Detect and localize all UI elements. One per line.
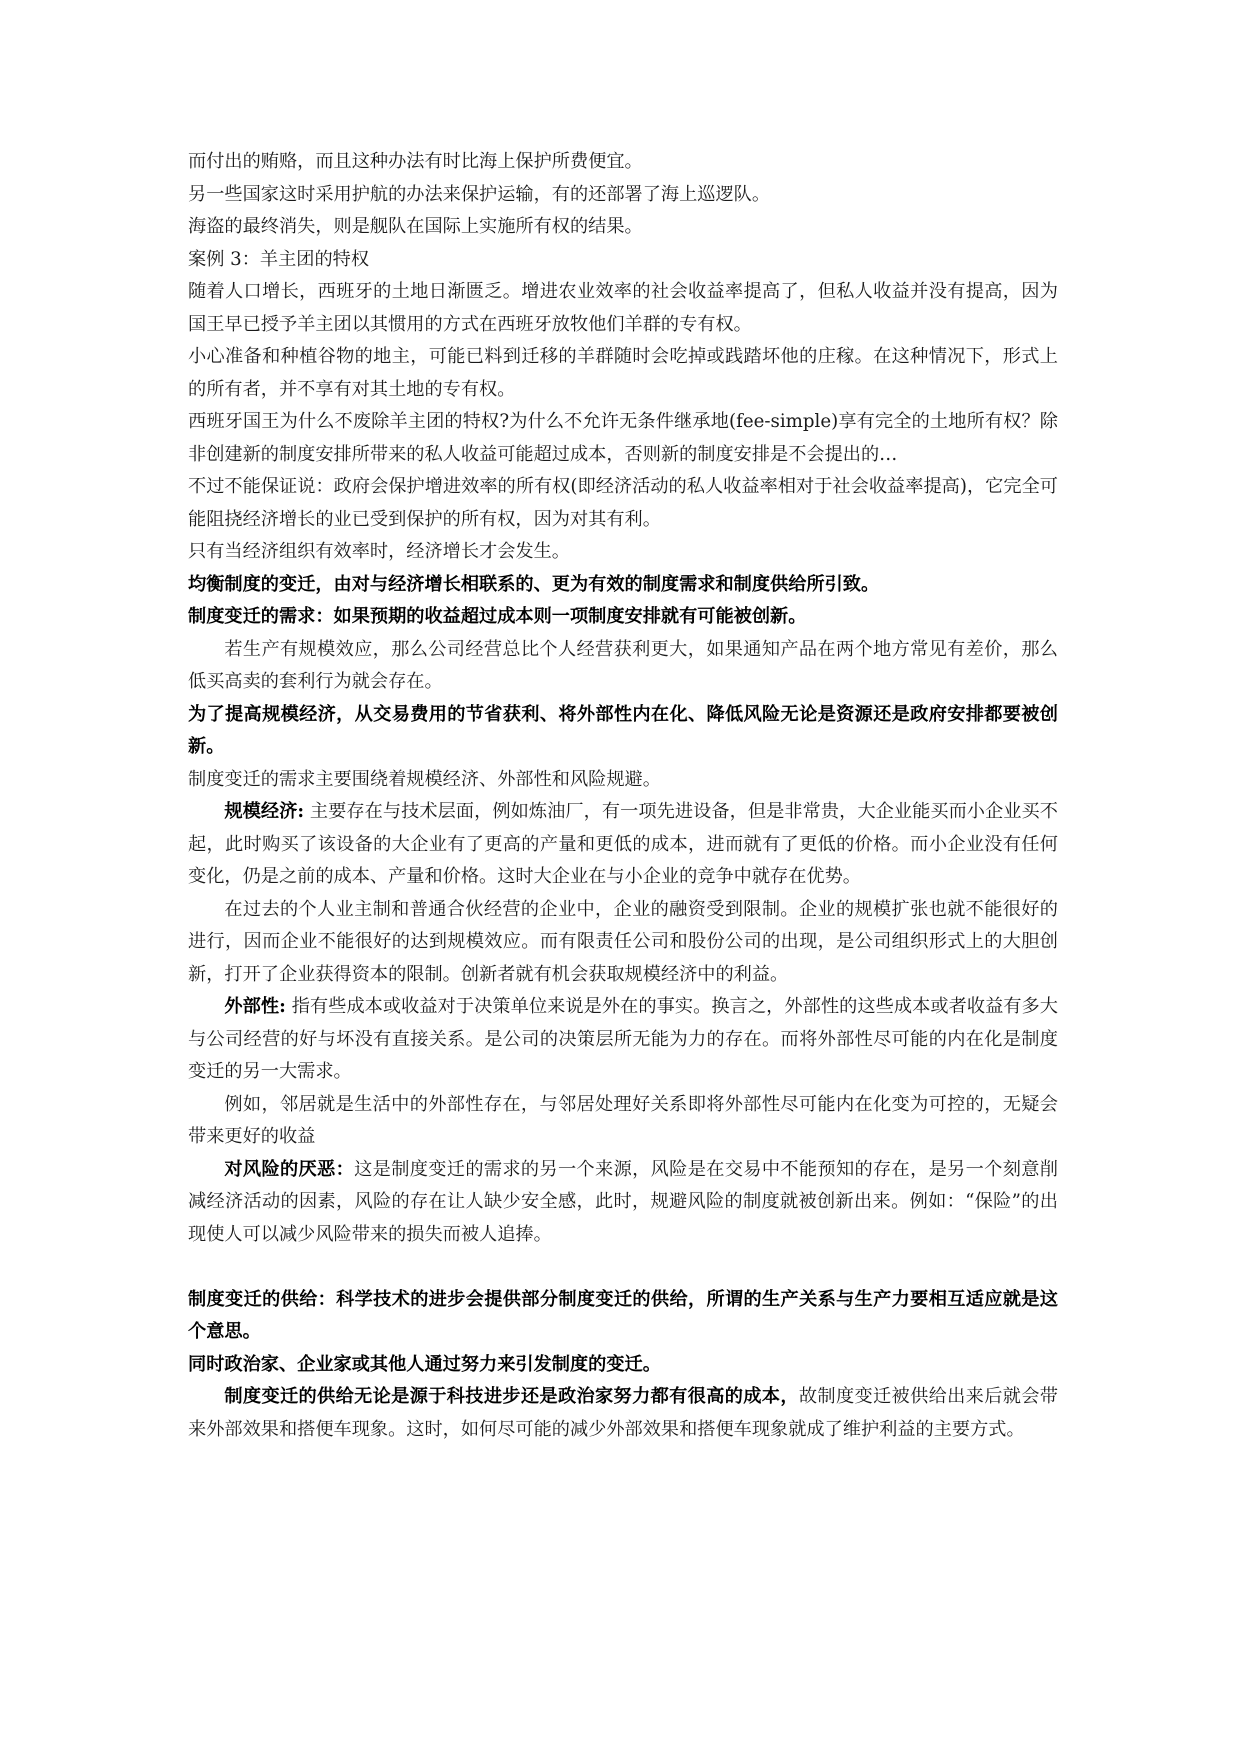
paragraph-politicians: 同时政治家、企业家或其他人通过努力来引发制度的变迁。	[188, 1353, 661, 1375]
paragraph-past-enterprises: 在过去的个人业主制和普通合伙经营的企业中，企业的融资受到限制。企业的规模扩张也就不能很好的进行，因而企业不能很好的达到规模效应。而有限责任公司和股份公司的出现，是公司组织形式上的大胆创新，打开了企业获得资本的限制。创新者就有机会获取规模经济中的利益。	[188, 898, 1058, 985]
paragraph-externality	[188, 991, 1058, 1089]
paragraph-demand-heading: 制度变迁的需求：如果预期的收益超过成本则一项制度安排就有可能被创新。	[188, 606, 807, 627]
term-externality: 外部性:	[224, 996, 286, 1017]
document-page	[188, 146, 1058, 1446]
paragraph-bribe: 而付出的贿赂，而且这种办法有时比海上保护所费便宜。	[188, 151, 643, 172]
paragraph-innovation: 为了提高规模经济，从交易费用的节省获利、将外部性内在化、降低风险无论是资源还是政府安排都要被创新。	[188, 703, 1058, 757]
paragraph-king-question: 西班牙国王为什么不废除羊主团的特权?为什么不允许无条件继承地(fee-simple)享有完全的土地所有权？除非创建新的制度安排所带来的私人收益可能超过成本，否则新的制度安排是不会提出的…	[188, 411, 1058, 465]
body-economies-of-scale: 主要存在与技术层面，例如炼油厂，有一项先进设备，但是非常贵，大企业能买而小企业买不起，此时购买了该设备的大企业有了更高的产量和更低的成本，进而就有了更低的价格。而小企业没有任何变化，仍是之前的成本、产量和价格。这时大企业在与小企业的竞争中就存在优势。	[188, 801, 1058, 887]
paragraph-efficiency: 只有当经济组织有效率时，经济增长才会发生。	[188, 541, 570, 562]
paragraph-supply-heading: 制度变迁的供给：科学技术的进步会提供部分制度变迁的供给，所谓的生产关系与生产力要相互适应就是这个意思。	[188, 1288, 1058, 1342]
paragraph-pirates-end: 海盗的最终消失，则是舰队在国际上实施所有权的结果。	[188, 216, 643, 237]
paragraph-convoy: 另一些国家这时采用护航的办法来保护运输，有的还部署了海上巡逻队。	[188, 183, 771, 205]
paragraph-no-guarantee: 不过不能保证说：政府会保护增进效率的所有权(即经济活动的私人收益率相对于社会收益率提高)，它完全可能阻挠经济增长的业已受到保护的所有权，因为对其有利。	[188, 476, 1058, 530]
body-risk-aversion: 这是制度变迁的需求的另一个来源，风险是在交易中不能预知的存在，是另一个刻意削减经济活动的因素，风险的存在让人缺少安全感，此时，规避风险的制度就被创新出来。例如：“保险”的出现使人可以减少风险带来的损失而被人追捧。	[188, 1158, 1058, 1245]
paragraph-risk-aversion	[188, 1154, 1058, 1252]
paragraph-demand-focus: 制度变迁的需求主要围绕着规模经济、外部性和风险规避。	[188, 768, 661, 790]
blank-line	[188, 1251, 1058, 1284]
paragraph-economies-of-scale	[188, 796, 1058, 894]
paragraph-population: 随着人口增长，西班牙的土地日渐匮乏。增进农业效率的社会收益率提高了，但私人收益并没有提高，因为国王早已授予羊主团以其惯用的方式在西班牙放牧他们羊群的专有权。	[188, 281, 1058, 335]
paragraph-landowner: 小心准备和种植谷物的地主，可能已料到迁移的羊群随时会吃掉或践踏坏他的庄稼。在这种情况下，形式上的所有者，并不享有对其土地的专有权。	[188, 346, 1058, 400]
term-risk-aversion: 对风险的厌恶：	[224, 1158, 355, 1180]
paragraph-equilibrium: 均衡制度的变迁，由对与经济增长相联系的、更为有效的制度需求和制度供给所引致。	[188, 573, 880, 595]
paragraph-scale-effect: 若生产有规模效应，那么公司经营总比个人经营获利更大，如果通知产品在两个地方常见有差价，那么低买高卖的套利行为就会存在。	[188, 638, 1058, 692]
body-externality: 指有些成本或收益对于决策单位来说是外在的事实。换言之，外部性的这些成本或者收益有多大与公司经营的好与坏没有直接关系。是公司的决策层所无能为力的存在。而将外部性尽可能的内在化是制度变迁的另一大需求。	[188, 996, 1058, 1082]
paragraph-neighbor: 例如，邻居就是生活中的外部性存在，与邻居处理好关系即将外部性尽可能内在化变为可控的，无疑会带来更好的收益	[188, 1093, 1058, 1147]
case-heading: 案例 3：羊主团的特权	[188, 248, 370, 270]
body-supply-cost: 故制度变迁被供给出来后就会带来外部效果和搭便车现象。这时，如何尽可能的减少外部效果和搭便车现象就成了维护利益的主要方式。	[188, 1386, 1058, 1440]
term-economies-of-scale: 规模经济:	[224, 801, 305, 822]
term-supply-cost: 制度变迁的供给无论是源于科技进步还是政治家努力都有很高的成本，	[224, 1386, 799, 1407]
paragraph-supply-cost	[188, 1381, 1058, 1446]
